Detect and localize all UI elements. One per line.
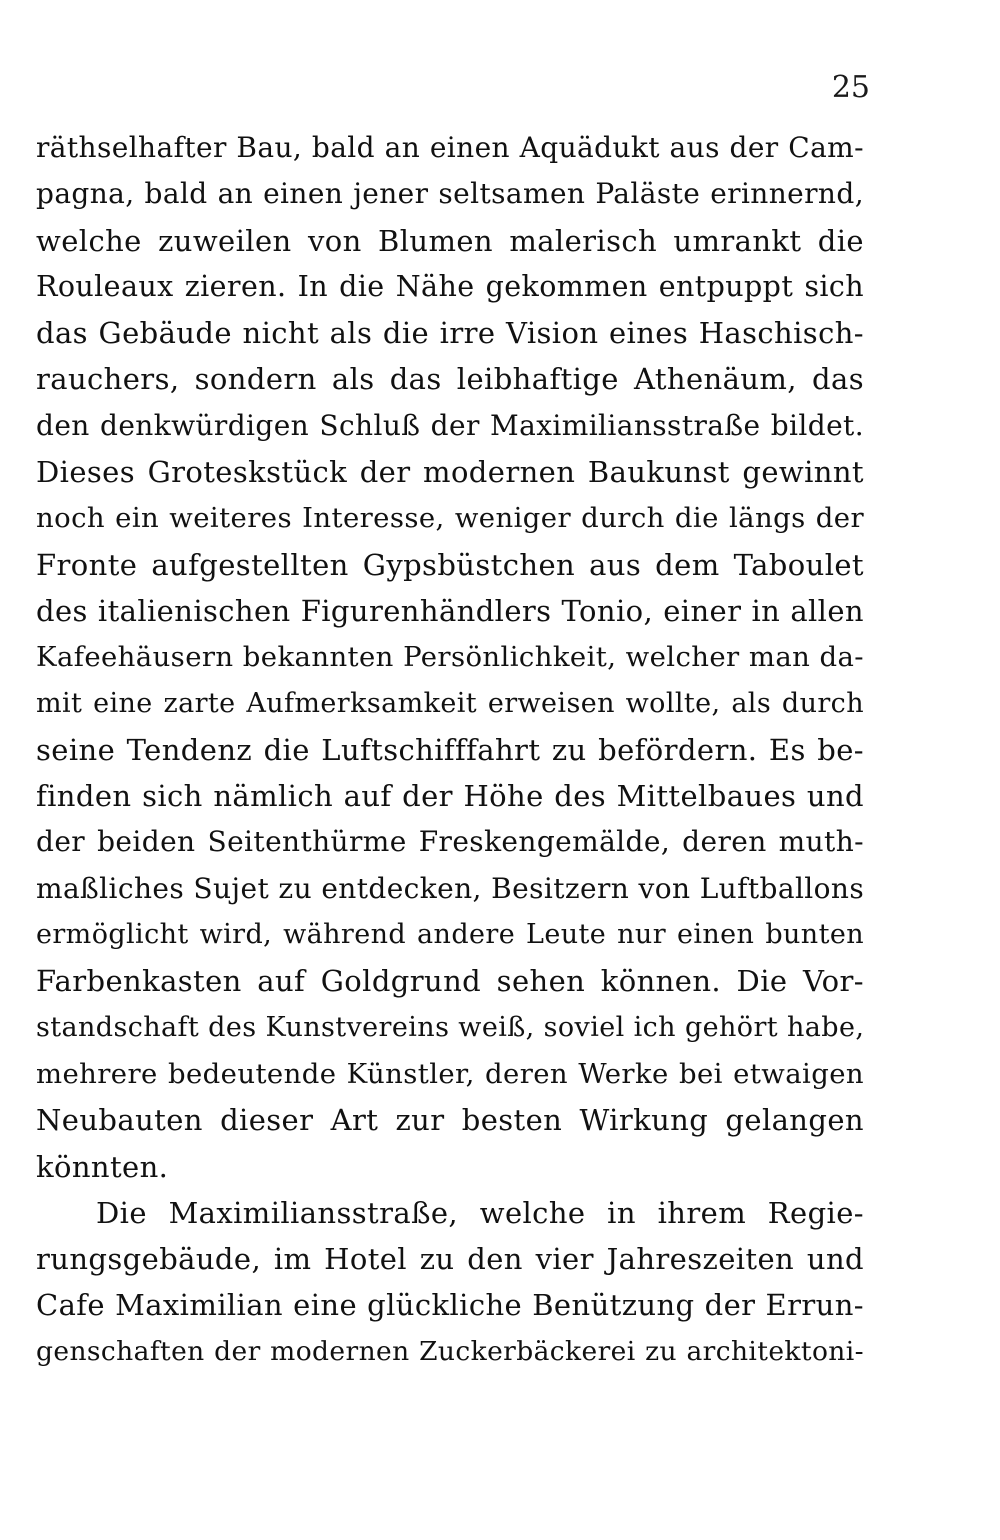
text-line: genschaften der modernen Zuckerbäckerei zu architektoni- xyxy=(36,1335,864,1367)
text-line: Rouleaux zieren. In die Nähe gekommen entpuppt sich xyxy=(36,269,864,303)
text-line: ermöglicht wird, während andere Leute nur einen bunten xyxy=(36,919,864,951)
text-line: mit eine zarte Aufmerksamkeit erweisen wollte, als durch xyxy=(36,687,864,719)
page-number: 25 xyxy=(831,70,870,105)
text-line: Kafeehäusern bekannten Persönlichkeit, welcher man da- xyxy=(36,641,864,674)
text-line: könnten. xyxy=(36,1149,169,1184)
body-text xyxy=(36,125,864,1375)
text-line: seine Tendenz die Luftschifffahrt zu befördern. Es be- xyxy=(36,732,864,767)
text-line: des italienischen Figurenhändlers Tonio, einer in allen xyxy=(36,593,864,628)
text-line: pagna, bald an einen jener seltsamen Paläste erinnernd, xyxy=(36,177,864,211)
text-line: mehrere bedeutende Künstler, deren Werke bei etwaigen xyxy=(36,1057,864,1090)
text-line: noch ein weiteres Interesse, weniger durch die längs der xyxy=(36,502,864,535)
text-line: maßliches Sujet zu entdecken, Besitzern von Luftballons xyxy=(36,871,864,905)
text-line: Dieses Groteskstück der modernen Baukunst gewinnt xyxy=(36,455,864,490)
paragraph-2 xyxy=(36,1190,864,1375)
text-line: rauchers, sondern als das leibhaftige Athenäum, das xyxy=(36,362,864,397)
text-line: Neubauten dieser Art zur besten Wirkung gelangen xyxy=(36,1103,864,1138)
paragraph-1 xyxy=(36,125,864,1190)
text-line: Cafe Maximilian eine glückliche Benützung der Errun- xyxy=(36,1288,864,1323)
text-line: Farbenkasten auf Goldgrund sehen können. Die Vor- xyxy=(36,964,864,999)
text-line: standschaft des Kunstvereins weiß, soviel ich gehört habe, xyxy=(36,1011,864,1043)
text-line: rungsgebäude, im Hotel zu den vier Jahreszeiten und xyxy=(36,1242,864,1277)
text-line: der beiden Seitenthürme Freskengemälde, deren muth- xyxy=(36,825,864,859)
text-line: das Gebäude nicht als die irre Vision eines Haschisch- xyxy=(36,316,864,351)
text-line: räthselhafter Bau, bald an einen Aquädukt aus der Cam- xyxy=(36,131,864,164)
text-line: den denkwürdigen Schluß der Maximiliansstraße bildet. xyxy=(36,408,864,442)
text-line: Die Maximiliansstraße, welche in ihrem Regie- xyxy=(96,1195,864,1230)
text-line: Fronte aufgestellten Gypsbüstchen aus dem Taboulet xyxy=(36,547,864,582)
text-line: finden sich nämlich auf der Höhe des Mittelbaues und xyxy=(36,779,864,814)
text-line: welche zuweilen von Blumen malerisch umrankt die xyxy=(36,223,864,258)
